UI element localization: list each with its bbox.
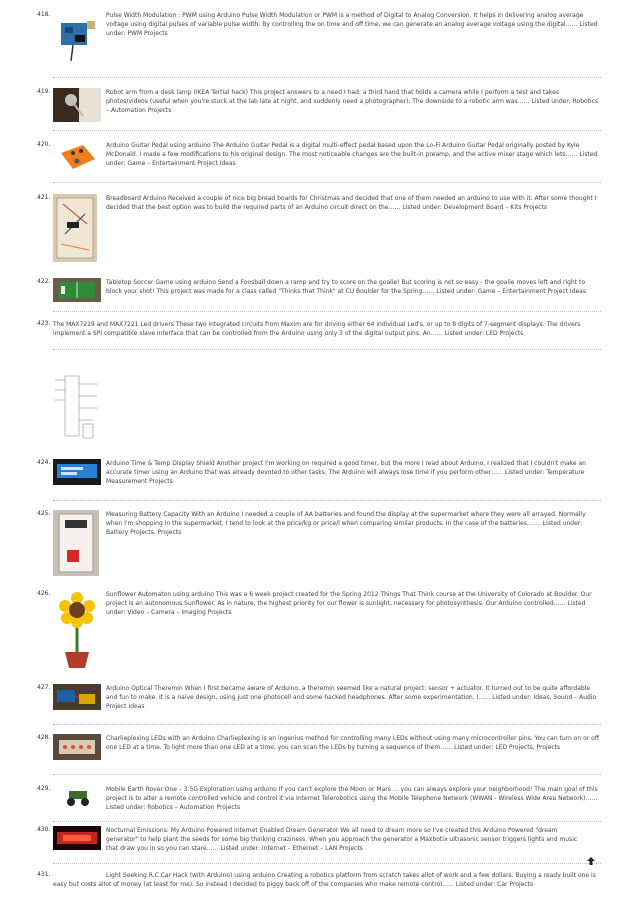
list-item [37, 11, 601, 69]
entry-number: 431. [37, 871, 51, 878]
separator [53, 349, 601, 350]
list-item [37, 194, 601, 269]
project-thumbnail[interactable] [53, 734, 101, 760]
project-thumbnail[interactable] [53, 370, 101, 448]
entry-number: 427. [37, 684, 51, 691]
entry-description: Mobile Earth Rover One – 3.5G Exploration using arduino If you can't explore the Moon or Mars … you can always explore your neighborhood! The main goal of this project is to alter a remote controlled vehicle and control it via Internet Telerobotics using the Mobile Telephone Network (WWAN - Wireless Wide Area Network)…… Listed under: Robotics – Automation Projects [106, 786, 598, 812]
entry-description: Arduino Optical Theremin When I first became aware of Arduino, a theremin seemed like a natural project: sensor + actuator. It turned out to be quite affordable and fun to make. It is a naive design, using just one photocell and some hacked headphones. After some experimentation, I…… Listed under: Ideas, Sound – Audio Project Ideas [106, 685, 597, 711]
entry-number: 418. [37, 11, 51, 18]
entry-description: Light Seeking R.C Car Hack (with Arduino) using arduino Creating a robotics platform from scratch takes allot of work and a few dollars. Buying a ready built one is easy but costs allot of money (at least for me). So instead I decided to piggy back off of the companies who make remote control…… Listed under: Car Projects [53, 872, 596, 889]
project-thumbnail[interactable] [53, 278, 101, 302]
separator [53, 821, 601, 822]
project-thumbnail[interactable] [53, 510, 99, 576]
entry-number: 422. [37, 278, 51, 285]
list-item [37, 88, 601, 138]
list-item [37, 684, 601, 724]
list-item [37, 826, 601, 864]
project-thumbnail[interactable] [53, 88, 101, 122]
entry-description: Arduino Time & Temp Display Shield Another project I'm working on required a good timer, but the more I read about Arduino, I realized that I couldn't make an accurate timer using an Arduino that was already devoted to other tasks. The Arduino will always lose time if you perform other…… Listed under: Temperature Measurement Projects [106, 460, 586, 486]
entry-number: 425. [37, 510, 51, 517]
entry-description: Breadboard Arduino Received a couple of nice big bread boards for Christmas and decided that one of them needed an arduino to use with it. After some thought I decided that the best option was to build the required parts of an Arduino circuit direct on the…… Listed under: Development Board – Kits Projects [106, 195, 597, 212]
entry-description: Charlieplexing LEDs with an Arduino Charlieplexing is an ingenius method for controlling many LEDs without using many microcontroller pins. You can turn on or off one LED at a time. To light more than one LED at a time, you can scan the LEDs by turning a sequence of them…… Listed under: LED Projects, Projects [106, 735, 599, 752]
project-thumbnail[interactable] [53, 785, 101, 809]
entry-description: Arduino Guitar Pedal using arduino The Arduino Guitar Pedal is a digital multi-effect pedal based upon the Lo-Fi Arduino Guitar Pedal originally posted by Kyle McDonald. I made a few modifications to his original design. The most noticeable changes are the built-in preamp, and the active mixer stage which lets…… Listed under: Game – Entertainment Project Ideas [106, 142, 598, 168]
entry-description: Pulse Width Modulation : PWM using Arduino Pulse Width Modulation or PWM is a method of Digital to Analog Conversion. It helps in delivering analog average voltage using digital pulses of variable pulse width. By controlling the on time and off time, we can generate an analog average voltage using the digital…… Listed under: PWM Projects [106, 12, 598, 38]
project-thumbnail[interactable] [53, 590, 101, 670]
separator [53, 77, 601, 78]
list-item [37, 459, 601, 504]
entry-description: Sunflower Automaton using arduino This was a 6 week project created for the Spring 2012 Things That Think course at the University of Colorado at Boulder. Our project is an autonomous Sunflower. As in nature, the highest priority for our flower is sunlight, necessary for photosynthesis. Our Arduino controlled…… Listed under: Video – Camera – Imaging Projects [106, 591, 592, 617]
list-item [37, 320, 601, 450]
project-thumbnail[interactable] [53, 826, 101, 850]
entry-number: 429. [37, 785, 51, 792]
entry-number: 424. [37, 459, 51, 466]
entry-number: 430. [37, 826, 51, 833]
project-thumbnail[interactable] [53, 684, 101, 710]
list-item [37, 734, 601, 774]
separator [53, 130, 601, 131]
entry-number: 420. [37, 141, 51, 148]
entry-number: 419. [37, 88, 51, 95]
entry-number: 421. [37, 194, 51, 201]
entry-number: 428. [37, 734, 51, 741]
project-thumbnail[interactable] [53, 141, 101, 175]
list-item [37, 590, 601, 672]
list-item [37, 510, 601, 580]
entry-number: 423. [37, 320, 51, 327]
entry-number: 426. [37, 590, 51, 597]
separator [53, 724, 601, 725]
up-arrow-icon[interactable] [587, 850, 595, 858]
separator [53, 863, 601, 864]
separator [53, 500, 601, 501]
entry-description: The MAX7219 and MAX7221 Led drivers These two integrated circuits from Maxim are for driving either 64 individual Led's, or up to 8 digits of 7-segment displays. The drivers implement a SPI compatible slave interface that can be controlled from the Arduino using only 3 of the digital output pins. An…… Listed under: LED Projects [53, 321, 581, 338]
project-thumbnail[interactable] [53, 459, 101, 485]
separator [53, 311, 601, 312]
entry-description: Nocturnal Emissions: My Arduino Powered Internet Enabled Dream Generator We all need to dream more so I've created this Arduino Powered "dream generator" to help plant the seeds for some big thinking craziness. When you approach the generator a Maxbotix ultrasonic sensor triggers lights and music that draw you in so you can stare…… Listed under: Internet – Ethernet – LAN Projects [106, 827, 578, 853]
list-item [37, 141, 601, 183]
entry-description: Measuring Battery Capacity With an Arduino I needed a couple of AA batteries and found the display at the supermarket where they were all arrayed. Normally when I'm shopping in the supermarket, I tend to look at the price/kg or price/l when comparing similar products. In the case of the batteries,…… Listed under: Battery Projects, Projects [106, 511, 586, 537]
project-thumbnail[interactable] [53, 11, 101, 61]
list-item [37, 785, 601, 823]
separator [53, 774, 601, 775]
separator [53, 182, 601, 183]
list-item [37, 278, 601, 314]
project-thumbnail[interactable] [53, 194, 97, 262]
list-item [37, 871, 601, 895]
entry-description: Tabletop Soccer Game using arduino Send a Foosball down a ramp and try to score on the goalie! But scoring is not so easy - the goalie moves left and right to block your shot! This project was made for a class called "Thinks that Think" at CU Boulder for the Spring…… Listed under: Game – Entertainment Project Ideas [106, 279, 586, 296]
entry-description: Robot arm from a desk lamp (IKEA Tertial hack) This project answers to a need I had: a third hand that holds a camera while I perform a test and takes photos/videos (useful when you're stuck at the lab late at night, and suddenly need a photographer). The downside to a robotic arm was…… Listed under: Robotics – Automation Projects [106, 89, 599, 115]
